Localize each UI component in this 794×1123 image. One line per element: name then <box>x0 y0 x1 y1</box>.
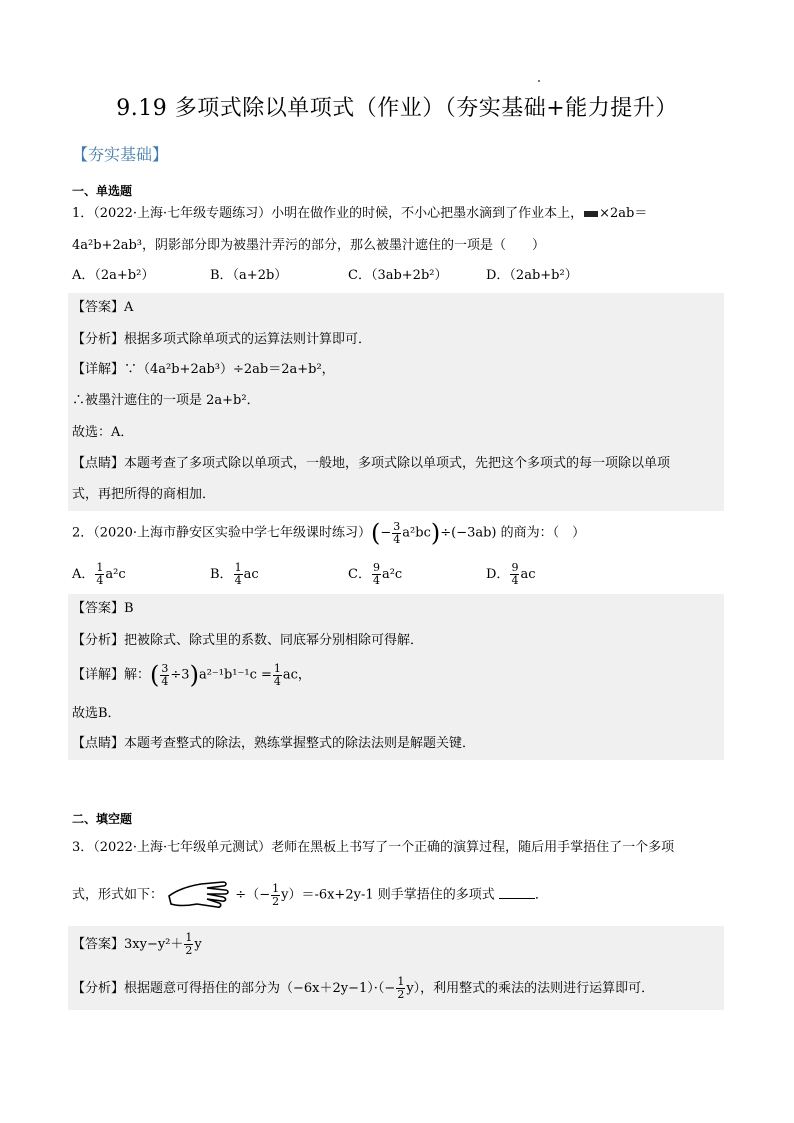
q1-option-c: C．（3ab+2b²） <box>348 268 448 283</box>
q2-expr-tail: a²bc <box>402 525 431 541</box>
q1-line1 <box>72 204 647 224</box>
q2-expr: ÷(−3ab) 的商为：（ ） <box>440 525 586 541</box>
q1-option-d: D．（2ab+b²） <box>486 268 578 283</box>
q2-option-d: D． $\frac{9}{4}$ ac <box>486 561 536 587</box>
minus-sign: − <box>380 525 392 541</box>
page-title: 9.19 多项式除以单项式（作业）（夯实基础+能力提升） <box>116 96 678 121</box>
q2-option-a: A． $\frac{1}{4}$ a²c <box>72 561 126 587</box>
q1-analysis: 【分析】根据多项式除单项式的运算法则计算即可． <box>72 332 372 347</box>
hand-icon <box>167 878 231 912</box>
section-heading: 【夯实基础】 <box>72 145 169 164</box>
q1-option-b: B．（a+2b） <box>210 268 288 283</box>
part-heading-single-choice: 一、单选题 <box>72 184 133 198</box>
q1-line2: 4a²b+2ab³，阴影部分即为被墨汁弄污的部分，那么被墨汁遮住的一项是（ ） <box>72 238 546 253</box>
q3-analysis: 【分析】根据题意可得捂住的部分为（−6x＋2y−1）·（− $\frac{1}{2}$ y），利用整式的乘法的法则进行运算即可． <box>72 975 655 1001</box>
part-heading-fill-blank: 二、填空题 <box>72 812 133 826</box>
q1-answer: 【答案】A <box>72 300 134 315</box>
paren-close: ) <box>430 519 441 547</box>
q2-answer-block <box>68 594 724 760</box>
q1-detail2: ∴被墨汁遮住的一项是 2a+b²． <box>72 393 260 408</box>
answer-blank[interactable] <box>499 886 535 899</box>
q2-fraction: $\frac{3}{4}$ <box>393 519 401 546</box>
q1-choice: 故选：A． <box>72 425 134 440</box>
q2-text: 2．（2020·上海市静安区实验中学七年级课时练习） <box>72 525 371 541</box>
q2-comment: 【点睛】本题考查整式的除法，熟练掌握整式的除法法则是解题关键． <box>72 736 476 751</box>
paren-open: ( <box>371 519 381 547</box>
q3-answer-block <box>68 926 724 1010</box>
q2-option-c: C． $\frac{9}{4}$ a²c <box>348 561 403 587</box>
artifact-dot <box>538 80 540 82</box>
q2-analysis: 【分析】把被除式、除式里的系数、同底幂分别相除可得解． <box>72 633 424 648</box>
ink-blot-icon <box>584 211 598 217</box>
q2-choice: 故选B． <box>72 706 121 721</box>
q1-option-a: A．（2a+b²） <box>72 268 155 283</box>
q2-line <box>72 518 585 549</box>
q3-line2: 式，形式如下： ÷（− $\frac{1}{2}$ y）＝-6x+2y-1 则手掌捂住的多项式 ． <box>72 878 548 913</box>
q1-text-tail: ×2ab＝ <box>599 206 648 221</box>
q2-detail: 【详解】解：( $\frac{3}{4}$ ÷3)a²⁻¹b¹⁻¹c = $\frac{1}{4}$ ac， <box>72 661 311 689</box>
q2-answer: 【答案】B <box>72 601 134 616</box>
q1-detail: 【详解】∵（4a²b+2ab³）÷2ab＝2a+b²， <box>72 362 335 377</box>
q1-answer-block <box>68 293 724 511</box>
q3-line1: 3．（2022·上海·七年级单元测试）老师在黑板上书写了一个正确的演算过程，随后用手掌捂住了一个多项 <box>72 840 675 855</box>
q1-text: 1．（2022·上海·七年级专题练习）小明在做作业的时候，不小心把墨水滴到了作业本上， <box>72 206 584 221</box>
q1-comment-line2: 式，再把所得的商相加． <box>72 487 216 502</box>
q2-option-b: B． $\frac{1}{4}$ ac <box>210 561 259 587</box>
q1-comment-line1: 【点睛】本题考查了多项式除以单项式，一般地，多项式除以单项式，先把这个多项式的每一项除以单项 <box>72 456 671 471</box>
q3-answer: 【答案】3xy−y²＋ $\frac{1}{2}$ y <box>72 931 202 957</box>
